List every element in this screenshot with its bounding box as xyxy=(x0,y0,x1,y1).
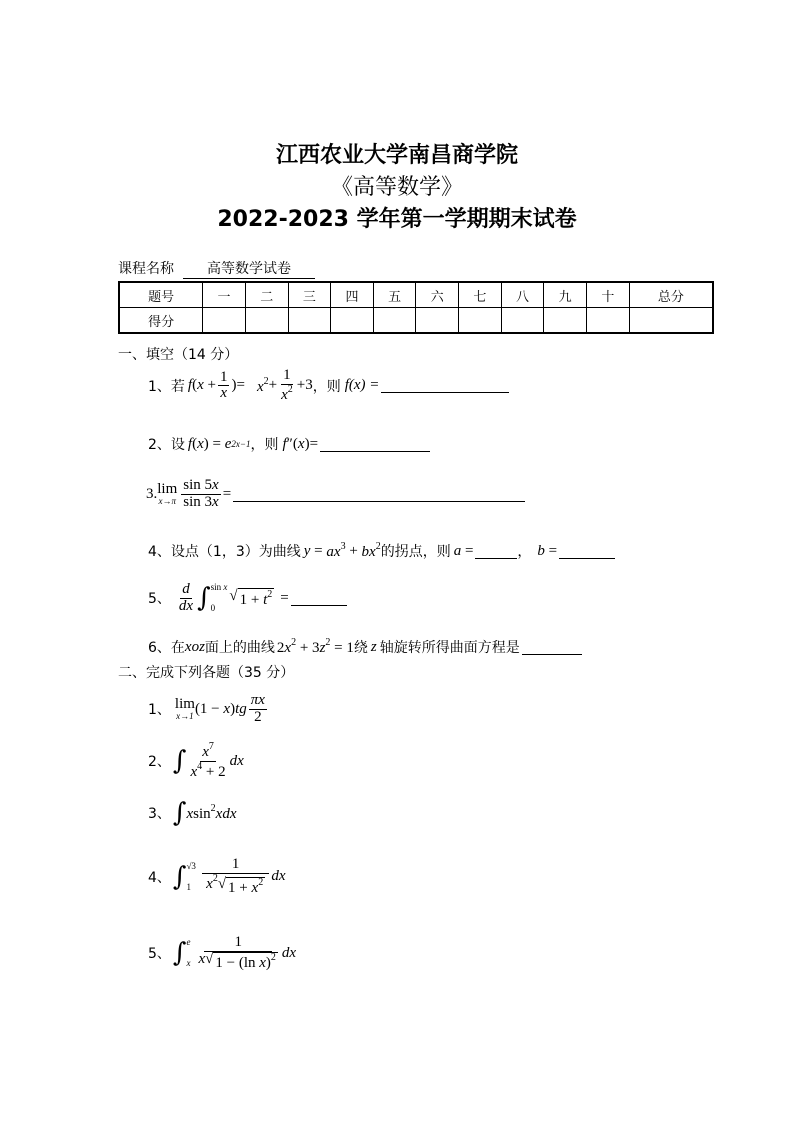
formula: $x^2$ xyxy=(256,375,269,395)
exam-title: 2022-2023 学年第一学期期末试卷 xyxy=(217,207,577,232)
score-cell[interactable] xyxy=(416,308,459,334)
score-cell[interactable] xyxy=(587,308,630,334)
integral-sign: ∫ xyxy=(172,798,187,828)
answer-blank[interactable] xyxy=(233,487,525,502)
fraction: $\frac{d}{dx}$ xyxy=(178,581,194,614)
q-lhs: f(x) = xyxy=(344,377,380,394)
integral-sign: ∫ xyxy=(197,583,211,614)
score-table xyxy=(118,281,714,334)
fraction: $\frac{1}{x^2}$ xyxy=(281,367,293,403)
integral-limits: e x xyxy=(186,937,191,969)
answer-blank[interactable] xyxy=(522,640,582,655)
formula: = xyxy=(280,589,289,606)
q-text: 若 xyxy=(170,378,185,395)
q-text: 的拐点，则 xyxy=(380,544,451,560)
score-cell[interactable] xyxy=(203,308,246,334)
score-cell[interactable] xyxy=(629,308,713,334)
score-row xyxy=(119,308,713,334)
q-number: 4、 xyxy=(148,544,171,560)
section2-title: 二、完成下列各题（35 分） xyxy=(118,665,295,681)
problem-5 xyxy=(148,935,296,972)
fill-question-4 xyxy=(148,541,615,561)
score-header-cell: 七 xyxy=(459,282,502,308)
q-number: 1、 xyxy=(148,378,171,395)
formula: + xyxy=(268,377,278,394)
q-number: 2、 xyxy=(148,437,171,453)
q-equals: = xyxy=(236,377,245,394)
formula: $bx^2$ xyxy=(361,541,381,560)
score-header-cell: 四 xyxy=(331,282,374,308)
formula: = xyxy=(310,542,327,559)
formula: + xyxy=(345,542,362,559)
answer-blank[interactable] xyxy=(381,378,509,393)
q-text: ， xyxy=(517,544,532,560)
q-text: 轴旋转所得曲面方程是 xyxy=(379,640,520,656)
formula: y xyxy=(303,542,311,559)
problem-2 xyxy=(148,742,244,781)
integral-sign: ∫ xyxy=(172,938,187,969)
q-text: 绕 xyxy=(353,640,368,656)
limit: lim x→1 xyxy=(174,696,195,722)
formula: x xyxy=(197,377,204,394)
score-header-row xyxy=(119,282,713,308)
score-header-cell: 五 xyxy=(373,282,416,308)
answer-blank-a[interactable] xyxy=(475,544,517,559)
formula: f xyxy=(282,435,287,452)
formula: b xyxy=(537,542,545,559)
score-cell[interactable] xyxy=(245,308,288,334)
q-number: 5、 xyxy=(148,591,171,608)
score-header-cell: 九 xyxy=(544,282,587,308)
formula: $ax^3$ xyxy=(326,541,346,560)
formula: xsin$^2$xdx xyxy=(186,803,237,822)
q-text: ，则 xyxy=(250,437,279,453)
fill-question-6 xyxy=(148,637,582,657)
formula: dx xyxy=(271,868,286,885)
formula: e xyxy=(224,435,232,452)
formula: a xyxy=(453,542,462,559)
problem-4 xyxy=(148,857,286,897)
q-text: 设 xyxy=(170,437,185,453)
answer-blank[interactable] xyxy=(320,437,430,452)
formula: f xyxy=(187,377,193,394)
formula: xoz xyxy=(184,638,205,655)
formula: + xyxy=(203,377,216,394)
formula: dx xyxy=(281,944,297,961)
score-header-cell: 题号 xyxy=(119,282,203,308)
fill-question-2 xyxy=(148,434,430,454)
score-cell[interactable] xyxy=(459,308,502,334)
subject-title: 《高等数学》 xyxy=(330,175,463,200)
integral-sign: ∫ xyxy=(172,861,187,892)
formula: ) xyxy=(231,377,237,394)
problem-3 xyxy=(148,800,236,826)
fraction: $\frac{\sin 5x}{\sin 3x}$ xyxy=(183,477,219,510)
formula: dx xyxy=(229,752,244,769)
score-header-cell: 三 xyxy=(288,282,331,308)
score-cell[interactable] xyxy=(331,308,374,334)
problem-1 xyxy=(148,693,269,726)
formula: = xyxy=(222,485,232,502)
formula: (1 − x)tg xyxy=(194,700,247,717)
score-header-cell: 一 xyxy=(203,282,246,308)
formula: +3 xyxy=(296,377,313,394)
score-header-cell: 六 xyxy=(416,282,459,308)
formula: f xyxy=(187,435,193,452)
formula: 2x−1 xyxy=(231,439,251,449)
q-number: 5、 xyxy=(148,946,171,963)
integral-sign: ∫ xyxy=(172,746,187,777)
q-text: ，则 xyxy=(312,378,341,395)
formula: = xyxy=(461,542,474,559)
q-number: 4、 xyxy=(148,869,171,886)
school-title: 江西农业大学南昌商学院 xyxy=(275,143,518,168)
fraction: $\frac{\pi x}{2}$ xyxy=(250,692,265,725)
fraction: $\frac{1}{x}$ xyxy=(219,368,228,402)
fraction: 1 $x^2$ √ $1 + x^2$ xyxy=(202,857,270,897)
limit: lim x→π xyxy=(157,481,178,507)
formula: ( xyxy=(192,435,198,452)
score-cell[interactable] xyxy=(373,308,416,334)
answer-blank[interactable] xyxy=(291,591,347,606)
formula: x xyxy=(197,435,204,452)
fill-question-3 xyxy=(146,478,525,511)
section1-title: 一、填空（14 分） xyxy=(118,347,239,363)
q-number: 2、 xyxy=(148,754,171,771)
integral-limits: √3 1 xyxy=(186,860,196,892)
fill-question-5 xyxy=(148,582,347,615)
score-cell[interactable] xyxy=(544,308,587,334)
fraction: 1 x √ 1 − (ln x)$^2$ xyxy=(198,934,276,971)
course-value: 高等数学试卷 xyxy=(183,258,315,279)
q-number: 3. xyxy=(146,485,158,502)
sqrt: √ $1 + t^2$ xyxy=(229,587,273,608)
score-header-cell: 总分 xyxy=(629,282,713,308)
formula: = xyxy=(544,542,558,559)
fraction: $\frac{x^7}{x^4 + 2}$ xyxy=(190,741,226,780)
score-cell[interactable] xyxy=(501,308,544,334)
answer-blank-b[interactable] xyxy=(559,544,615,559)
formula: ( xyxy=(192,377,198,394)
formula: x xyxy=(297,435,305,452)
formula: ) = xyxy=(203,435,225,452)
formula: )= xyxy=(304,435,319,452)
score-header-cell: 二 xyxy=(245,282,288,308)
formula: $2x^2 + 3z^2 = 1$ xyxy=(276,637,354,656)
formula: ″( xyxy=(286,435,298,452)
q-number: 3、 xyxy=(148,806,171,822)
q-text: 在 xyxy=(170,640,185,656)
score-header-cell: 十 xyxy=(587,282,630,308)
score-row-label: 得分 xyxy=(119,308,203,334)
score-header-cell: 八 xyxy=(501,282,544,308)
fill-question-1 xyxy=(148,368,509,404)
q-text: 面上的曲线 xyxy=(204,640,275,656)
course-label: 课程名称 xyxy=(118,261,174,277)
integral-limits: sin x 0 xyxy=(210,582,228,614)
q-text: 设点（1，3）为曲线 xyxy=(170,544,301,560)
q-number: 1、 xyxy=(148,702,171,719)
formula: z xyxy=(370,638,377,655)
score-cell[interactable] xyxy=(288,308,331,334)
q-number: 6、 xyxy=(148,640,171,656)
